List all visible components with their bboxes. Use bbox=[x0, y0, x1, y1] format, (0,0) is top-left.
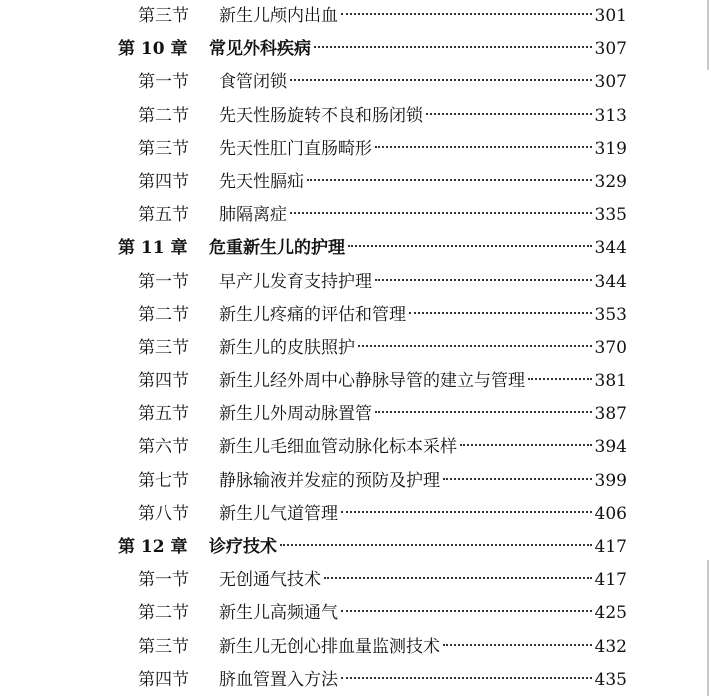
entry-line bbox=[219, 431, 627, 464]
dot-leader bbox=[426, 113, 592, 115]
entry-line bbox=[219, 133, 627, 166]
toc-entry-section bbox=[0, 0, 711, 33]
toc-entry-section bbox=[0, 498, 711, 531]
section-number: 第六节 bbox=[138, 437, 189, 458]
section-title: 食管闭锁 bbox=[219, 72, 287, 93]
page-number: 394 bbox=[594, 437, 627, 458]
page-number: 313 bbox=[594, 105, 627, 126]
dot-leader bbox=[290, 79, 592, 81]
dot-leader bbox=[443, 478, 592, 480]
dot-leader bbox=[375, 279, 592, 281]
chapter-number: 第 12 章 bbox=[118, 537, 188, 557]
entry-line bbox=[219, 266, 627, 299]
chapter-number: 第 11 章 bbox=[118, 238, 188, 259]
dot-leader bbox=[375, 411, 592, 413]
entry-line bbox=[219, 199, 627, 232]
chapter-title: 常见外科疾病 bbox=[209, 39, 311, 60]
dot-leader bbox=[348, 245, 592, 247]
toc-entry-section bbox=[0, 398, 711, 431]
dot-leader bbox=[341, 677, 592, 679]
page-edge-mark bbox=[707, 0, 709, 70]
entry-line bbox=[219, 465, 627, 498]
toc-entry-section bbox=[0, 199, 711, 232]
toc-entry-section bbox=[0, 266, 711, 299]
section-title: 新生儿的皮肤照护 bbox=[219, 337, 355, 358]
dot-leader bbox=[324, 577, 592, 579]
section-number: 第一节 bbox=[138, 570, 189, 591]
entry-line bbox=[219, 332, 627, 365]
section-title: 静脉输液并发症的预防及护理 bbox=[219, 470, 440, 491]
toc-entry-section bbox=[0, 664, 711, 697]
dot-leader bbox=[314, 46, 592, 48]
chapter-number: 第 10 章 bbox=[118, 39, 188, 60]
page-number: 335 bbox=[594, 205, 627, 226]
page-number: 387 bbox=[594, 404, 627, 425]
entry-line bbox=[209, 232, 627, 265]
dot-leader bbox=[307, 179, 592, 181]
toc-entry-section bbox=[0, 631, 711, 664]
page-number: 344 bbox=[594, 271, 627, 292]
page-number: 406 bbox=[594, 503, 627, 524]
section-number: 第一节 bbox=[138, 271, 189, 292]
dot-leader bbox=[409, 312, 592, 314]
toc-entry-section bbox=[0, 66, 711, 99]
dot-leader bbox=[341, 511, 592, 513]
page-edge-mark bbox=[707, 560, 709, 696]
section-number: 第二节 bbox=[138, 603, 189, 624]
page-number: 417 bbox=[594, 570, 627, 591]
entry-line bbox=[219, 564, 627, 597]
section-title: 早产儿发育支持护理 bbox=[219, 271, 372, 292]
section-number: 第二节 bbox=[138, 304, 189, 325]
dot-leader bbox=[290, 212, 592, 214]
entry-line bbox=[219, 100, 627, 133]
dot-leader bbox=[341, 610, 592, 612]
toc-entry-chapter bbox=[0, 531, 711, 564]
section-number: 第五节 bbox=[138, 205, 189, 226]
page-number: 353 bbox=[594, 304, 627, 325]
entry-line bbox=[219, 66, 627, 99]
section-number: 第五节 bbox=[138, 404, 189, 425]
section-number: 第二节 bbox=[138, 105, 189, 126]
section-title: 先天性肛门直肠畸形 bbox=[219, 138, 372, 159]
page-number: 301 bbox=[594, 6, 627, 26]
entry-line bbox=[219, 0, 627, 33]
entry-line bbox=[209, 33, 627, 66]
entry-line bbox=[219, 664, 627, 697]
section-number: 第三节 bbox=[138, 138, 189, 159]
page-number: 370 bbox=[594, 337, 627, 358]
section-title: 新生儿毛细血管动脉化标本采样 bbox=[219, 437, 457, 458]
page-number: 417 bbox=[594, 537, 627, 557]
entry-line bbox=[219, 498, 627, 531]
section-number: 第四节 bbox=[138, 171, 189, 192]
section-title: 新生儿经外周中心静脉导管的建立与管理 bbox=[219, 371, 525, 392]
toc-entry-section bbox=[0, 332, 711, 365]
toc-entry-chapter bbox=[0, 232, 711, 265]
section-title: 新生儿无创心排血量监测技术 bbox=[219, 636, 440, 657]
page-number: 344 bbox=[594, 238, 627, 259]
dot-leader bbox=[375, 146, 592, 148]
section-title: 新生儿颅内出血 bbox=[219, 6, 338, 26]
section-number: 第三节 bbox=[138, 6, 189, 26]
section-title: 肺隔离症 bbox=[219, 205, 287, 226]
toc-entry-section bbox=[0, 299, 711, 332]
section-number: 第三节 bbox=[138, 337, 189, 358]
toc-entry-section bbox=[0, 166, 711, 199]
page-number: 329 bbox=[594, 171, 627, 192]
page-number: 432 bbox=[594, 636, 627, 657]
section-number: 第四节 bbox=[138, 669, 189, 690]
toc-entry-section bbox=[0, 431, 711, 464]
section-title: 新生儿高频通气 bbox=[219, 603, 338, 624]
toc-entry-chapter bbox=[0, 33, 711, 66]
section-title: 新生儿外周动脉置管 bbox=[219, 404, 372, 425]
entry-line bbox=[209, 531, 627, 564]
section-title: 脐血管置入方法 bbox=[219, 669, 338, 690]
section-title: 新生儿疼痛的评估和管理 bbox=[219, 304, 406, 325]
section-number: 第七节 bbox=[138, 470, 189, 491]
dot-leader bbox=[528, 378, 592, 380]
entry-line bbox=[219, 166, 627, 199]
chapter-title: 危重新生儿的护理 bbox=[209, 238, 345, 259]
toc-entry-section bbox=[0, 133, 711, 166]
dot-leader bbox=[443, 644, 592, 646]
section-number: 第四节 bbox=[138, 371, 189, 392]
page-number: 307 bbox=[594, 72, 627, 93]
dot-leader bbox=[341, 13, 592, 15]
page-number: 307 bbox=[594, 39, 627, 60]
section-title: 先天性肠旋转不良和肠闭锁 bbox=[219, 105, 423, 126]
entry-line bbox=[219, 398, 627, 431]
dot-leader bbox=[358, 345, 592, 347]
page-number: 381 bbox=[594, 371, 627, 392]
section-title: 先天性膈疝 bbox=[219, 171, 304, 192]
dot-leader bbox=[460, 444, 592, 446]
toc-entry-section bbox=[0, 100, 711, 133]
page-number: 435 bbox=[594, 669, 627, 690]
dot-leader bbox=[280, 544, 592, 546]
entry-line bbox=[219, 365, 627, 398]
entry-line bbox=[219, 299, 627, 332]
toc-entry-section bbox=[0, 465, 711, 498]
section-title: 无创通气技术 bbox=[219, 570, 321, 591]
page-number: 399 bbox=[594, 470, 627, 491]
entry-line bbox=[219, 597, 627, 630]
toc-entry-section bbox=[0, 365, 711, 398]
section-number: 第八节 bbox=[138, 503, 189, 524]
toc-entry-section bbox=[0, 564, 711, 597]
chapter-title: 诊疗技术 bbox=[209, 537, 277, 557]
section-number: 第一节 bbox=[138, 72, 189, 93]
page-number: 425 bbox=[594, 603, 627, 624]
section-title: 新生儿气道管理 bbox=[219, 503, 338, 524]
entry-line bbox=[219, 631, 627, 664]
toc-entry-section bbox=[0, 597, 711, 630]
page-number: 319 bbox=[594, 138, 627, 159]
section-number: 第三节 bbox=[138, 636, 189, 657]
